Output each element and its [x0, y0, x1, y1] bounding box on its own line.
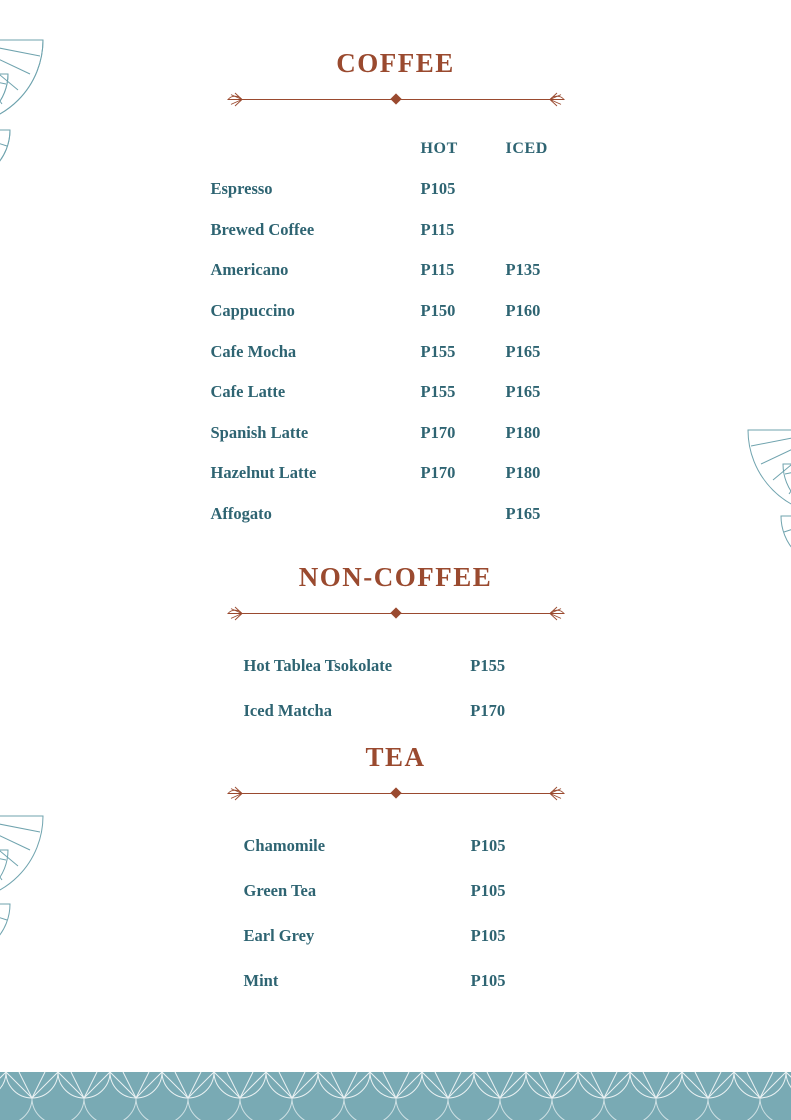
item-name: Cappuccino: [210, 301, 295, 321]
table-row: [211, 453, 581, 494]
divider-fan-cap-right-icon: [549, 605, 566, 622]
coffee-price-table: [211, 129, 581, 534]
item-price-iced: P160: [505, 301, 541, 321]
item-name: Cafe Mocha: [210, 341, 297, 361]
section-tea: [0, 742, 791, 1003]
divider-fan-cap-right-icon: [549, 91, 566, 108]
item-name: Spanish Latte: [210, 422, 309, 442]
section-title-tea: TEA: [365, 742, 426, 772]
item-price: P105: [470, 880, 506, 900]
item-name: Espresso: [210, 179, 273, 199]
section-non-coffee: [0, 562, 791, 733]
item-price: P155: [470, 655, 506, 675]
item-price: P170: [470, 700, 506, 720]
table-row: [226, 688, 566, 733]
item-price-iced: P135: [505, 260, 541, 280]
item-name: Cafe Latte: [210, 382, 286, 402]
item-price-iced: P165: [505, 504, 541, 524]
table-row: [211, 372, 581, 413]
item-price-hot: P115: [420, 260, 455, 280]
item-price-iced: P165: [505, 382, 541, 402]
column-header-iced: ICED: [505, 140, 548, 157]
item-name: Hazelnut Latte: [210, 463, 317, 483]
item-price-hot: P170: [420, 463, 456, 483]
item-price-iced: P180: [505, 463, 541, 483]
section-title-non-coffee: NON-COFFEE: [298, 562, 493, 592]
item-price-hot: [421, 494, 506, 535]
divider-non-coffee: [226, 603, 566, 623]
table-row: [226, 868, 566, 913]
item-price: P105: [470, 835, 506, 855]
item-price-iced: P165: [505, 341, 541, 361]
item-price-iced: [506, 169, 581, 210]
table-row: [211, 331, 581, 372]
item-price-hot: P150: [420, 301, 456, 321]
table-row: [211, 291, 581, 332]
table-header-row: [211, 129, 581, 169]
divider-diamond-icon: [390, 93, 401, 104]
item-name: Affogato: [210, 504, 272, 524]
tea-price-table: [226, 823, 566, 1003]
item-price-iced: [506, 210, 581, 251]
non-coffee-price-table: [226, 643, 566, 733]
divider-tea: [226, 783, 566, 803]
item-name: Iced Matcha: [243, 700, 332, 720]
divider-diamond-icon: [390, 607, 401, 618]
item-price-iced: P180: [505, 422, 541, 442]
item-name: Mint: [243, 970, 279, 990]
divider-fan-cap-right-icon: [549, 785, 566, 802]
column-header-hot: HOT: [420, 140, 458, 157]
table-row: [211, 413, 581, 454]
item-price-hot: P105: [420, 179, 456, 199]
divider-fan-cap-left-icon: [226, 91, 243, 108]
divider-coffee: [226, 89, 566, 109]
table-row: [211, 250, 581, 291]
item-price-hot: P155: [420, 382, 456, 402]
item-price: P105: [470, 925, 506, 945]
divider-diamond-icon: [390, 787, 401, 798]
divider-fan-cap-left-icon: [226, 785, 243, 802]
column-header-item: [211, 129, 421, 169]
table-row: [211, 169, 581, 210]
item-price: P105: [470, 970, 506, 990]
item-name: Earl Grey: [243, 925, 315, 945]
item-name: Brewed Coffee: [210, 219, 315, 239]
table-row: [226, 958, 566, 1003]
item-price-hot: P155: [420, 341, 456, 361]
item-name: Chamomile: [243, 835, 326, 855]
divider-fan-cap-left-icon: [226, 605, 243, 622]
table-row: [226, 643, 566, 688]
table-row: [226, 913, 566, 958]
item-name: Hot Tablea Tsokolate: [243, 655, 393, 675]
bottom-border-band: [0, 1072, 791, 1120]
table-row: [211, 494, 581, 535]
item-price-hot: P170: [420, 422, 456, 442]
item-name: Americano: [210, 260, 289, 280]
section-coffee: [0, 48, 791, 534]
table-row: [226, 823, 566, 868]
item-name: Green Tea: [243, 880, 317, 900]
table-row: [211, 210, 581, 251]
item-price-hot: P115: [420, 219, 455, 239]
section-title-coffee: COFFEE: [336, 48, 455, 78]
